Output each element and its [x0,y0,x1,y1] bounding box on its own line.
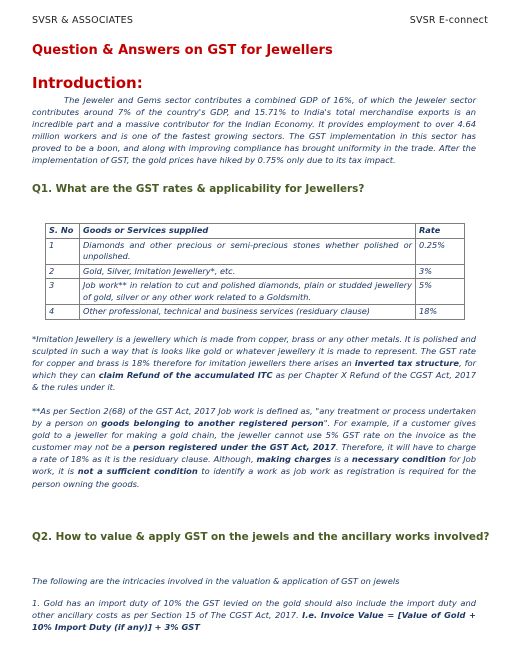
question-2-point-1 [32,597,476,633]
cell-rate: 18% [416,305,465,320]
cell-rate: 5% [416,279,465,305]
point-emphasis: I.e. Invoice Value = [Value of Gold + 10% Import Duty (if any)] + 3% GST [32,610,476,633]
imitation-jewellery-note [32,333,476,393]
note-emphasis: not a sufficient condition [77,466,198,477]
note-text: , for which they can [32,358,476,381]
intro-paragraph: The Jeweler and Gems sector contributes a combined GDP of 16%, of which the Jeweler sector contributes around 7% of the country's GDP, and 15.71% to India's total merchandise exports is an incredible part and a massive contributor for the Indian Economy. It provides employment to over 4.64 million workers and is one of the fastest growing sectors. The GST implementation in this sector has proved to be a boon, and along with improving compliance has brought uniformity in the trade. After the implementation of GST, the gold prices have hiked by 0.75% only due to its tax impact. [32,95,476,166]
job-work-note [32,405,476,490]
note-text: as per Chapter X Refund of the CGST Act, 2017 & the rules under it. [32,370,477,393]
table-header-row [46,224,465,239]
note-text: ". For example, if a customer gives gold to a jeweller for making a gold chain, the jeweller cannot use 5% GST rate on the invoice as the customer may not be a [32,418,476,453]
gst-rates-table [45,223,465,320]
cell-sno: 2 [46,264,80,279]
note-emphasis: goods belonging to another registered person [101,418,324,429]
header-rate: Rate [416,224,465,239]
cell-sno: 1 [46,238,80,264]
cell-goods: Gold, Silver, Imitation Jewellery*, etc. [80,264,416,279]
note-emphasis: necessary condition [351,454,446,465]
cell-rate: 3% [416,264,465,279]
note-emphasis: making charges [256,454,332,465]
header-goods: Goods or Services supplied [80,224,416,239]
intro-heading: Introduction: [32,74,143,92]
table-row [46,279,465,305]
note-text: . Therefore, it will have to charge a rate of 18% as it is the residuary clause. Although, [32,442,476,465]
cell-sno: 4 [46,305,80,320]
note-text: is a [331,454,352,465]
header-sno: S. No [46,224,80,239]
cell-goods: Diamonds and other precious or semi-precious stones whether polished or unpolished. [80,238,416,264]
table-row [46,264,465,279]
note-text: **As per Section 2(68) of the GST Act, 2017 Job work is defined as, "any treatment or process undertaken by a person on [32,406,476,429]
table-row [46,238,465,264]
note-emphasis: inverted tax structure [354,358,459,369]
note-text: *Imitation Jewellery is a jewellery which is made from copper, brass or any other metals. It is polished and sculpted in such a way that is looks like gold or whatever jewellery it is made to represent. The GST rate for copper and brass is 18% therefore for imitation jewellers there arises an [32,334,476,369]
note-text: for Job work, it is [32,454,476,477]
point-text: 1. Gold has an import duty of 10% the GST levied on the gold should also include the import duty and other ancillary costs as per Section 15 of The CGST Act, 2017. [32,598,476,621]
cell-goods: Other professional, technical and business services (residuary clause) [80,305,416,320]
cell-rate: 0.25% [416,238,465,264]
question-2-intro: The following are the intricacies involved in the valuation & application of GST on jewels [32,576,400,586]
question-2-heading: Q2. How to value & apply GST on the jewels and the ancillary works involved? [32,531,490,543]
note-emphasis: person registered under the GST Act, 2017 [133,442,336,453]
note-emphasis: claim Refund of the accumulated ITC [98,370,273,381]
cell-sno: 3 [46,279,80,305]
header-firm-name: SVSR & ASSOCIATES [32,15,134,26]
note-text: to identify a work as job work as registration is required for the person owning the goods. [32,466,476,489]
page-title: Question & Answers on GST for Jewellers [32,43,333,58]
header-newsletter-name: SVSR E-connect [409,15,488,26]
question-1-heading: Q1. What are the GST rates & applicability for Jewellers? [32,183,365,195]
table-row [46,305,465,320]
cell-goods: Job work** in relation to cut and polished diamonds, plain or studded jewellery of gold, silver or any other work related to a Goldsmith. [80,279,416,305]
